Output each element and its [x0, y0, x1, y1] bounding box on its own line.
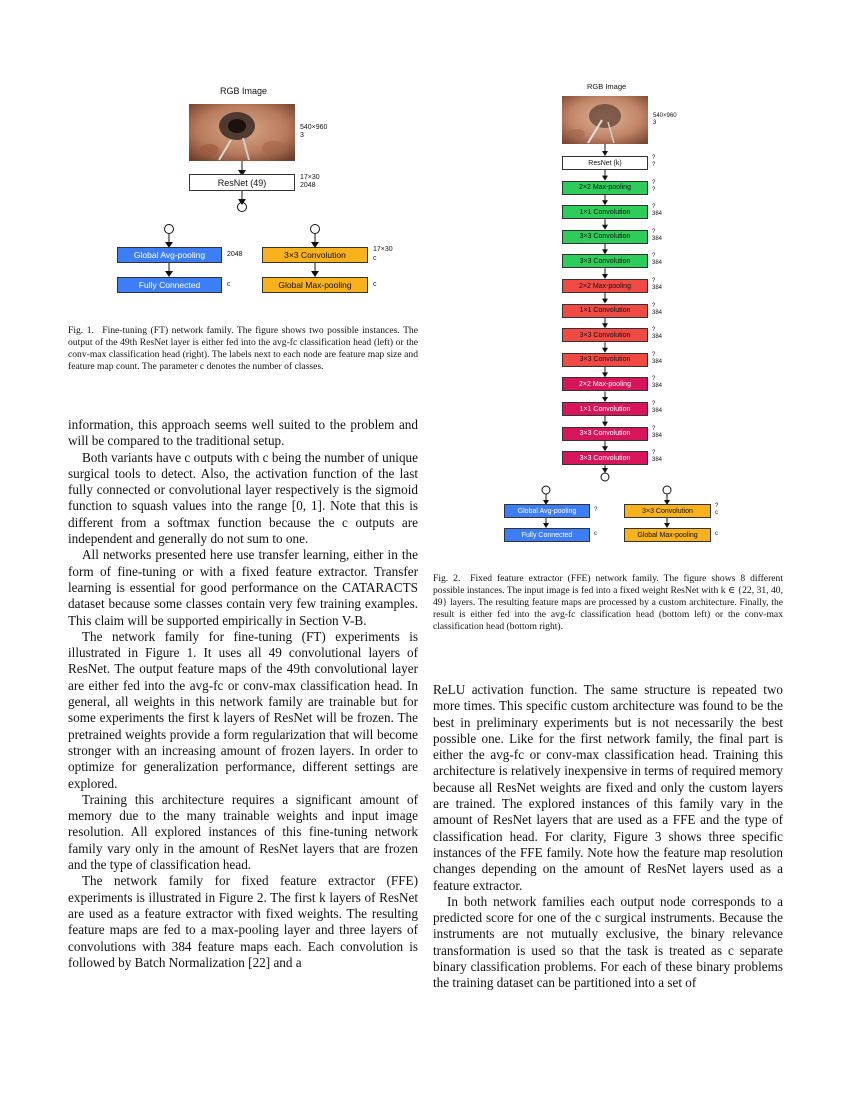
fig2-layer-count: 384 — [652, 383, 663, 390]
fig2-layer-node: 3×3 Convolution — [562, 230, 648, 244]
fig2-layer-node: 3×3 Convolution — [562, 328, 648, 342]
paragraph: In both network families each output node corresponds to a predicted score for one of the c surgical instruments. Because the instruments are not mutually exclusive, the binary relevance transformation is used so that the task is treated as c separate binary classification problems. For each of these binary problems the training dataset can be partitioned into a set of — [433, 893, 783, 991]
fig2-conv3x3-node: 3×3 Convolution — [624, 504, 711, 518]
fig2-layer-count: 384 — [652, 334, 663, 341]
fig1-resnet-node: ResNet (49) — [189, 174, 295, 191]
fig2-layer-size: ? — [652, 425, 656, 432]
paragraph: ReLU activation function. The same structure is repeated two more times. This specific custom architecture was found to be the best in preliminary experiments but is not necessarily the best possible one. Like for the first network family, the final part is either the avg-fc or conv-max classification head. Training this architecture is relatively inexpensive in terms of required memory because all ResNet weights are fixed and only the custom layers are trained. The explored instances of this family vary in the amount of ResNet layers that are used as a FFE and the type of classification head. For clarity, Figure 3 shows three specific instances of the FFE family. Note how the feature map resolution changes depending on the amount of ResNet layers used as a feature extractor. — [433, 682, 783, 893]
fig2-layer-size: ? — [652, 204, 656, 211]
paragraph: Both variants have c outputs with c being the number of unique surgical tools to detect. Also, the activation function of the last fully connected or convolutional layer respectively is the sigmoid function to squash values into the range [0, 1]. Note that this is different from a softmax function because the c outputs are independent and generally do not sum to one. — [68, 449, 418, 547]
fig2-layer-size: ? — [652, 302, 656, 309]
fig2-layer-count: 384 — [652, 235, 663, 242]
fig2-right-conv-count: c — [715, 510, 718, 516]
fig2-layer-size: ? — [652, 327, 656, 334]
fig2-layer-size: ? — [652, 253, 656, 260]
fig2-left-fc-count: c — [594, 531, 597, 537]
fig2-layer-size: ? — [652, 450, 656, 457]
fig2-layer-node: 2×2 Max-pooling — [562, 279, 648, 293]
fig2-layer-node: 1×1 Convolution — [562, 304, 648, 318]
fig1-input-label: RGB Image — [220, 86, 268, 96]
fig1-right-conv-count: c — [373, 255, 377, 262]
fig2-layer-size: ? — [652, 401, 656, 407]
fig2-input-label: RGB Image — [587, 82, 627, 91]
paragraph: Training this architecture requires a significant amount of memory due to the many trainable weights and input image resolution. All explored instances of this fine-tuning network family vary only in the amount of ResNet layers that are frozen and the type of classification head. — [68, 791, 418, 873]
fig2-layer-count: 384 — [652, 309, 663, 316]
paragraph: The network family for fixed feature extractor (FFE) experiments is illustrated in Figure 2. The first k layers of ResNet are used as a feature extractor with fixed weights. The resulting feature maps are fed to a max-pooling layer and three layers of convolutions with 384 feature maps each. Each convolution is followed by Batch Normalization [22] and a — [68, 873, 418, 970]
fig2-right-conv-size: ? — [715, 503, 719, 509]
fig2-layer-count: 384 — [652, 260, 663, 267]
fig1-left-fc-count: c — [227, 281, 231, 288]
fig2-input-size: 540×960 — [653, 113, 677, 119]
fig2-layer-count: 384 — [652, 358, 663, 365]
fig2-layer-size: ? — [652, 179, 656, 186]
fig2-layer-size: ? — [652, 278, 656, 284]
fig2-layer-node: 3×3 Convolution — [562, 427, 648, 441]
fig2-layer-size: ? — [652, 376, 656, 383]
paragraph: information, this approach seems well suited to the problem and will be compared to the traditional setup. — [68, 417, 418, 449]
fig1-input-size: 540×960 — [300, 124, 328, 131]
fig2-caption: Fig. 2. Fixed feature extractor (FFE) network family. The figure shows 8 different possible instances. The input image is fed into a fixed weight ResNet with k ∈ {22, 31, 40, 49} layers. The resulting feature maps are processed by a custom architecture. Finally, the result is either fed into the avg-fc classification head (bottom left) or the conv-max classification head (bottom right). — [433, 573, 783, 632]
fig1-left-pool-count: 2048 — [227, 251, 243, 258]
fig2-layer-count: ? — [652, 162, 656, 168]
fig2-global-avg-pooling-node: Global Avg-pooling — [504, 504, 590, 518]
fig2-fully-connected-node: Fully Connected — [504, 528, 590, 542]
fig2-layer-node: 3×3 Convolution — [562, 451, 648, 465]
fig2-layer-size: ? — [652, 155, 656, 161]
fig2-layer-node: 2×2 Max-pooling — [562, 181, 648, 195]
fig2-layer-size: ? — [652, 228, 656, 235]
fig1-global-max-pooling-node: Global Max-pooling — [262, 277, 368, 293]
fig1-global-avg-pooling-node: Global Avg-pooling — [117, 247, 222, 263]
fig2-layer-count: 384 — [652, 432, 663, 439]
fig2-left-pool-count: ? — [594, 507, 598, 513]
fig2-global-max-pooling-node: Global Max-pooling — [624, 528, 711, 542]
fig2-layer-node: 1×1 Convolution — [562, 205, 648, 219]
fig2-right-pool-count: c — [715, 531, 718, 537]
fig2-layer-node: 1×1 Convolution — [562, 402, 648, 416]
fig1-right-pool-count: c — [373, 281, 377, 288]
left-column — [68, 417, 418, 971]
fig2-layer-count: ? — [652, 186, 656, 193]
fig2-layer-count: 384 — [652, 457, 663, 464]
fig2-layer-node: 3×3 Convolution — [562, 353, 648, 367]
fig1-resnet-count: 2048 — [300, 182, 316, 189]
fig2-layer-count: 384 — [652, 211, 663, 218]
right-column — [433, 682, 783, 992]
fig2-layer-node: 2×2 Max-pooling — [562, 377, 648, 391]
fig1-caption: Fig. 1. Fine-tuning (FT) network family. The figure shows two possible instances. The output of the 49th ResNet layer is either fed into the avg-fc classification head (left) or the conv-max classification head (right). The labels next to each node are feature map size and feature map count. The parameter c denotes the number of classes. — [68, 325, 418, 372]
fig1-resnet-size: 17×30 — [300, 174, 320, 181]
fig2-layer-node: 3×3 Convolution — [562, 254, 648, 268]
fig2-layer-count: 384 — [652, 408, 663, 414]
fig1-fully-connected-node: Fully Connected — [117, 277, 222, 293]
paragraph: All networks presented here use transfer learning, either in the form of fine-tuning or with a fixed feature extractor. Transfer learning is essential for good performance on the CATARACTS dataset because some classes contain very few training examples. This claim will be supported empirically in Section V-B. — [68, 547, 418, 628]
fig2-input-count: 3 — [653, 120, 657, 126]
fig1-conv3x3-node: 3×3 Convolution — [262, 247, 368, 263]
fig2-layer-size: ? — [652, 351, 656, 358]
paragraph: The network family for fine-tuning (FT) experiments is illustrated in Figure 1. It uses all 49 convolutional layers of ResNet. The output feature maps of the 49th convolutional layer are either fed into the avg-fc or conv-max classification head. In general, all weights in this network family are trainable but for some experiments the first k layers of ResNet will be frozen. The pretrained weights provide a form regularization that will become stronger with an increasing amount of frozen layers. In order to optimize for generalization performance, different settings are explored. — [68, 628, 418, 791]
fig1-input-count: 3 — [300, 132, 304, 139]
fig2-layer-node: ResNet (k) — [562, 156, 648, 170]
fig1-right-conv-size: 17×30 — [373, 246, 393, 253]
fig2-layer-count: 384 — [652, 285, 663, 291]
